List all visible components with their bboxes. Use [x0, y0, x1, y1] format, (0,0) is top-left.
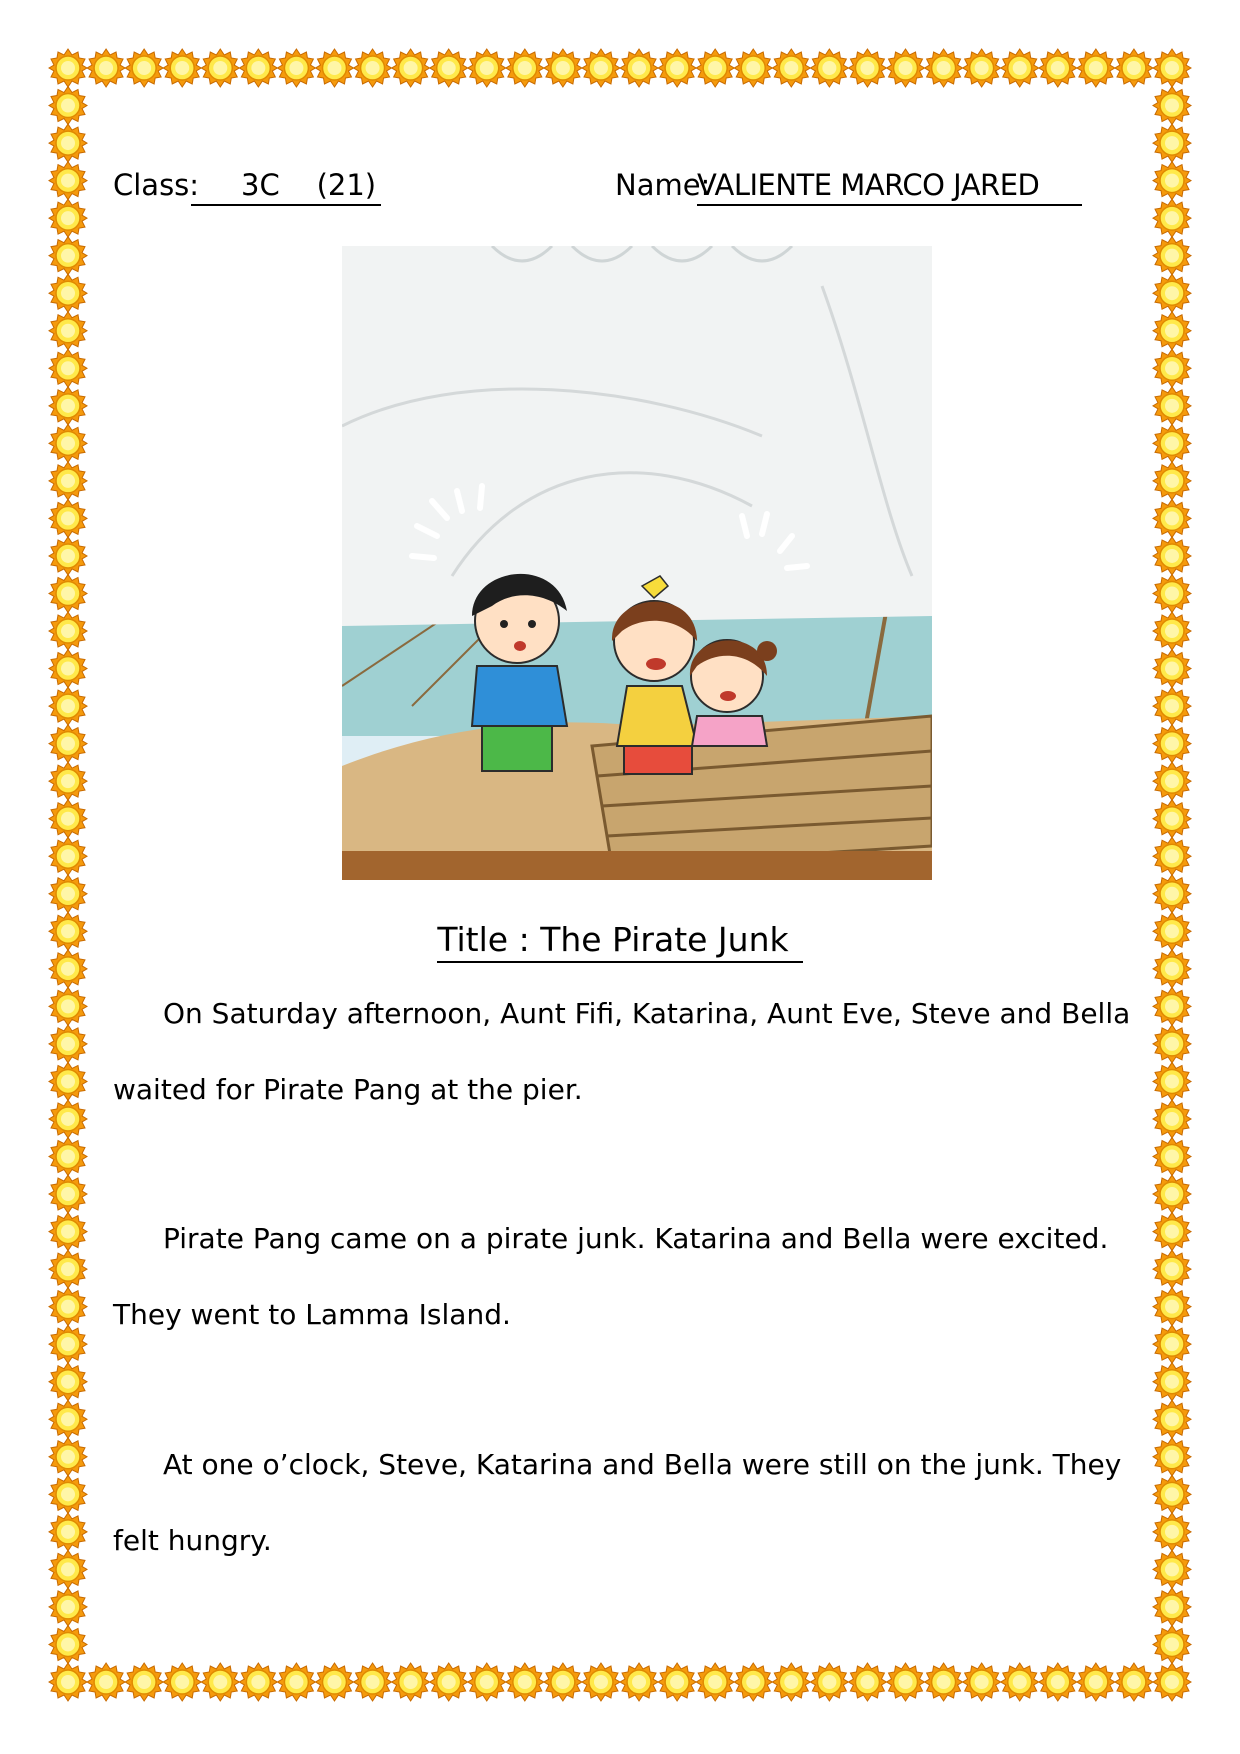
sun-decoration-icon	[963, 1663, 1001, 1701]
sun-decoration-icon	[772, 1663, 810, 1701]
sun-decoration-icon	[468, 49, 506, 87]
sun-decoration-icon	[49, 1550, 87, 1588]
sun-decoration-icon	[49, 1513, 87, 1551]
sun-decoration-icon	[1153, 162, 1191, 200]
sun-decoration-icon	[49, 987, 87, 1025]
sun-decoration-icon	[1153, 1513, 1191, 1551]
sun-decoration-icon	[201, 49, 239, 87]
sun-decoration-icon	[1039, 49, 1077, 87]
sun-decoration-icon	[315, 1663, 353, 1701]
sun-decoration-icon	[49, 462, 87, 500]
sun-decoration-icon	[1153, 875, 1191, 913]
sun-decoration-icon	[925, 49, 963, 87]
sun-decoration-icon	[506, 1663, 544, 1701]
sun-decoration-icon	[1153, 1213, 1191, 1251]
sun-decoration-icon	[49, 1175, 87, 1213]
sun-decoration-icon	[49, 1475, 87, 1513]
sun-decoration-icon	[49, 574, 87, 612]
sun-decoration-icon	[1153, 1663, 1191, 1701]
sun-decoration-icon	[87, 49, 125, 87]
pirate-junk-children-illustration	[342, 246, 932, 880]
sun-decoration-icon	[772, 49, 810, 87]
sun-decoration-icon	[1153, 1625, 1191, 1663]
sun-decoration-icon	[1153, 1325, 1191, 1363]
sun-decoration-icon	[49, 537, 87, 575]
sun-decoration-icon	[1153, 1288, 1191, 1326]
sun-decoration-icon	[49, 650, 87, 688]
sun-decoration-icon	[125, 1663, 163, 1701]
story-paragraph-3: At one o’clock, Steve, Katarina and Bella were still on the junk. They felt hungry.	[113, 1448, 1122, 1557]
story-paragraph-1: On Saturday afternoon, Aunt Fifi, Katarina, Aunt Eve, Steve and Bella waited for Pirate Pang at the pier.	[113, 997, 1131, 1106]
sun-decoration-icon	[1153, 687, 1191, 725]
sun-decoration-icon	[315, 49, 353, 87]
sun-decoration-icon	[1153, 274, 1191, 312]
sun-decoration-icon	[1153, 1025, 1191, 1063]
sun-decoration-icon	[354, 1663, 392, 1701]
sun-decoration-icon	[1153, 1400, 1191, 1438]
sun-decoration-icon	[49, 424, 87, 462]
sun-decoration-icon	[49, 162, 87, 200]
sun-decoration-icon	[1153, 1062, 1191, 1100]
sun-decoration-icon	[125, 49, 163, 87]
sun-decoration-icon	[1153, 1100, 1191, 1138]
sun-decoration-icon	[963, 49, 1001, 87]
sun-decoration-icon	[49, 1438, 87, 1476]
sun-decoration-icon	[354, 49, 392, 87]
sun-decoration-icon	[1153, 312, 1191, 350]
sun-decoration-icon	[1153, 1250, 1191, 1288]
sun-decoration-icon	[1077, 1663, 1115, 1701]
sun-decoration-icon	[1153, 1175, 1191, 1213]
class-label: Class:	[113, 168, 200, 202]
story-paragraph-2: Pirate Pang came on a pirate junk. Katarina and Bella were excited. They went to Lamma Island.	[113, 1222, 1109, 1331]
sun-decoration-icon	[430, 49, 468, 87]
sun-decoration-icon	[49, 1213, 87, 1251]
name-value: VALIENTE MARCO JARED	[697, 168, 1082, 206]
sun-decoration-icon	[848, 49, 886, 87]
sun-decoration-icon	[49, 875, 87, 913]
sun-decoration-icon	[1153, 237, 1191, 275]
sun-decoration-icon	[620, 49, 658, 87]
sun-decoration-icon	[49, 1100, 87, 1138]
sun-decoration-icon	[810, 1663, 848, 1701]
sun-decoration-icon	[658, 1663, 696, 1701]
sun-decoration-icon	[277, 1663, 315, 1701]
header-row	[113, 168, 1083, 208]
sun-decoration-icon	[810, 49, 848, 87]
sun-decoration-icon	[49, 349, 87, 387]
title-text: Title : The Pirate Junk	[437, 920, 802, 963]
sun-decoration-icon	[49, 1062, 87, 1100]
sun-decoration-icon	[1153, 499, 1191, 537]
sun-decoration-icon	[1153, 1363, 1191, 1401]
sun-decoration-icon	[1153, 574, 1191, 612]
sun-decoration-icon	[1153, 1550, 1191, 1588]
sun-decoration-icon	[49, 312, 87, 350]
sun-decoration-icon	[49, 274, 87, 312]
sun-decoration-icon	[506, 49, 544, 87]
sun-decoration-icon	[49, 1363, 87, 1401]
sun-decoration-icon	[49, 199, 87, 237]
sun-decoration-icon	[1153, 49, 1191, 87]
sun-decoration-icon	[1039, 1663, 1077, 1701]
sun-decoration-icon	[887, 1663, 925, 1701]
sun-decoration-icon	[49, 124, 87, 162]
sun-decoration-icon	[49, 1025, 87, 1063]
sun-decoration-icon	[1153, 462, 1191, 500]
sun-decoration-icon	[239, 49, 277, 87]
sun-decoration-icon	[658, 49, 696, 87]
name-label: Name:	[615, 168, 711, 202]
sun-decoration-icon	[49, 1663, 87, 1701]
sun-decoration-icon	[887, 49, 925, 87]
sun-decoration-icon	[848, 1663, 886, 1701]
sun-decoration-icon	[1153, 199, 1191, 237]
sun-decoration-icon	[734, 49, 772, 87]
sun-decoration-icon	[49, 1138, 87, 1176]
sun-decoration-icon	[1153, 537, 1191, 575]
sun-decoration-icon	[1153, 349, 1191, 387]
sun-decoration-icon	[1153, 1438, 1191, 1476]
sun-decoration-icon	[49, 837, 87, 875]
sun-decoration-icon	[1153, 1588, 1191, 1626]
sun-decoration-icon	[430, 1663, 468, 1701]
sun-decoration-icon	[49, 1625, 87, 1663]
sun-decoration-icon	[49, 1325, 87, 1363]
sun-decoration-icon	[277, 49, 315, 87]
sun-decoration-icon	[544, 1663, 582, 1701]
sun-decoration-icon	[1115, 1663, 1153, 1701]
sun-decoration-icon	[49, 1400, 87, 1438]
sun-decoration-icon	[49, 612, 87, 650]
sun-decoration-icon	[49, 725, 87, 763]
sun-decoration-icon	[925, 1663, 963, 1701]
sun-decoration-icon	[49, 1250, 87, 1288]
sun-decoration-icon	[582, 49, 620, 87]
boy-character	[472, 574, 567, 771]
sun-decoration-icon	[1153, 1138, 1191, 1176]
sun-decoration-icon	[87, 1663, 125, 1701]
sun-decoration-icon	[1153, 387, 1191, 425]
sun-decoration-icon	[1001, 49, 1039, 87]
page-title	[0, 920, 1240, 959]
class-value: 3C (21)	[191, 168, 381, 206]
sun-decoration-icon	[49, 237, 87, 275]
sun-decoration-icon	[201, 1663, 239, 1701]
sun-decoration-icon	[49, 762, 87, 800]
sun-decoration-icon	[1153, 800, 1191, 838]
sun-decoration-icon	[49, 1588, 87, 1626]
sun-decoration-icon	[1153, 725, 1191, 763]
sun-decoration-icon	[1153, 124, 1191, 162]
sail	[342, 246, 932, 626]
sun-decoration-icon	[696, 1663, 734, 1701]
sun-decoration-icon	[1153, 424, 1191, 462]
sun-decoration-icon	[49, 687, 87, 725]
sun-decoration-icon	[1153, 612, 1191, 650]
sun-decoration-icon	[49, 499, 87, 537]
sun-decoration-icon	[1153, 650, 1191, 688]
sun-decoration-icon	[392, 1663, 430, 1701]
sun-decoration-icon	[1153, 837, 1191, 875]
sun-decoration-icon	[1115, 49, 1153, 87]
sun-decoration-icon	[582, 1663, 620, 1701]
sun-decoration-icon	[1077, 49, 1115, 87]
sun-decoration-icon	[163, 1663, 201, 1701]
sun-decoration-icon	[468, 1663, 506, 1701]
sun-decoration-icon	[49, 49, 87, 87]
sun-decoration-icon	[239, 1663, 277, 1701]
sun-decoration-icon	[49, 800, 87, 838]
sun-decoration-icon	[49, 87, 87, 125]
sun-decoration-icon	[1153, 987, 1191, 1025]
sun-decoration-icon	[620, 1663, 658, 1701]
sun-decoration-icon	[49, 387, 87, 425]
sun-decoration-icon	[734, 1663, 772, 1701]
sun-decoration-icon	[1153, 1475, 1191, 1513]
sun-decoration-icon	[1153, 87, 1191, 125]
sun-decoration-icon	[49, 1288, 87, 1326]
sun-decoration-icon	[163, 49, 201, 87]
sun-decoration-icon	[544, 49, 582, 87]
sun-decoration-icon	[1153, 762, 1191, 800]
sun-decoration-icon	[696, 49, 734, 87]
sun-decoration-icon	[1001, 1663, 1039, 1701]
sun-decoration-icon	[392, 49, 430, 87]
